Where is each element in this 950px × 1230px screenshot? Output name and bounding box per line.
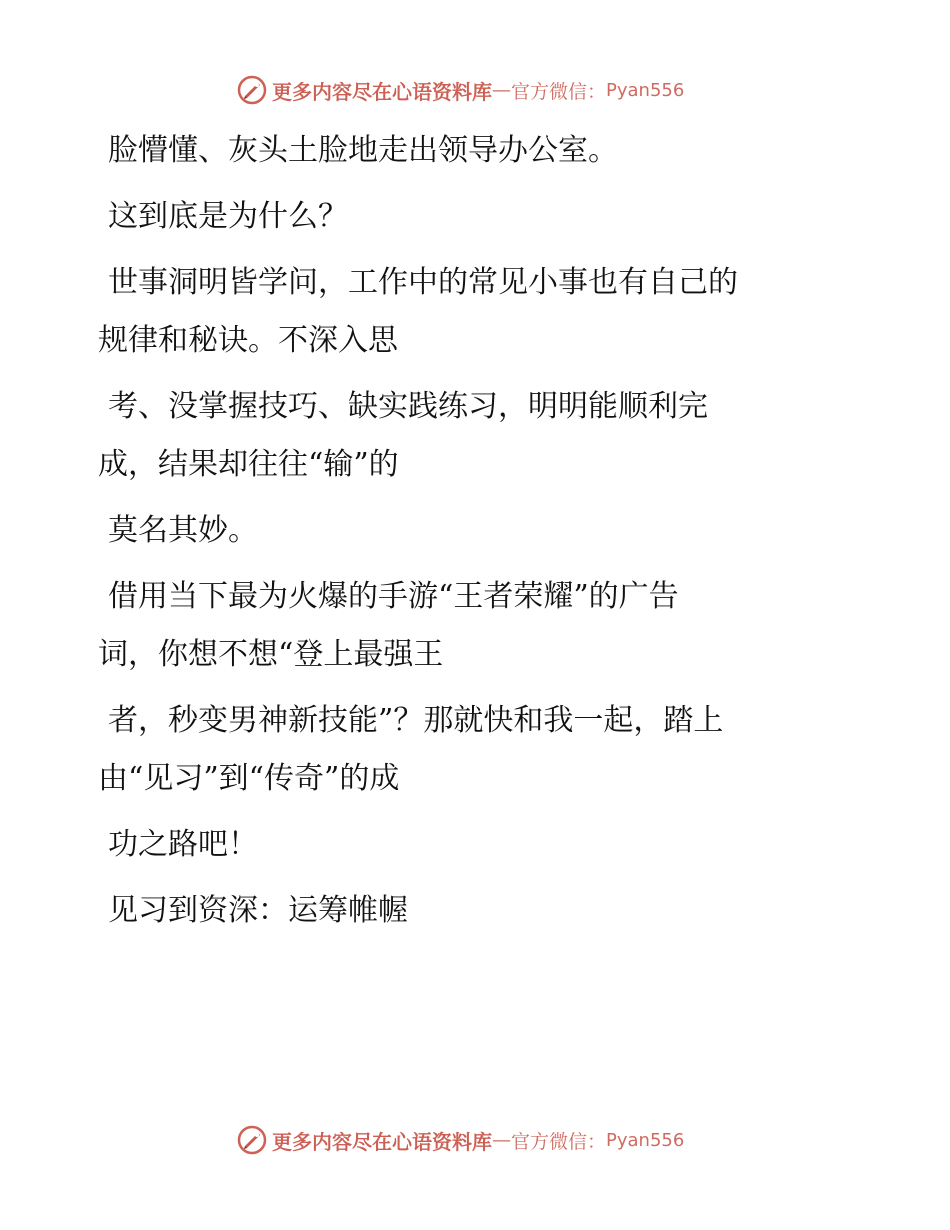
footer-banner bbox=[236, 1122, 716, 1158]
paragraph-line: 借用当下最为火爆的手游“王者荣耀”的广告 bbox=[108, 579, 679, 614]
footer-separator: — bbox=[492, 1129, 511, 1151]
paragraph-line: 这到底是为什么？ bbox=[108, 199, 348, 234]
header-wechat-id: Pyan556 bbox=[606, 79, 685, 101]
header-separator: — bbox=[492, 79, 511, 101]
paragraph bbox=[98, 378, 858, 494]
footer-wechat-label: 官方微信： bbox=[511, 1130, 607, 1153]
paragraph bbox=[98, 188, 858, 246]
header-banner bbox=[236, 72, 716, 108]
pen-logo-icon bbox=[236, 1124, 268, 1156]
paragraph-line: 由“见习”到“传奇”的成 bbox=[98, 761, 400, 796]
header-wechat-label: 官方微信： bbox=[511, 80, 607, 103]
paragraph bbox=[98, 254, 858, 370]
paragraph bbox=[98, 816, 858, 874]
paragraph bbox=[98, 692, 858, 808]
header-site-text: 更多内容尽在心语资料库 bbox=[272, 79, 492, 104]
footer-site-text: 更多内容尽在心语资料库 bbox=[272, 1129, 492, 1154]
paragraph bbox=[98, 502, 858, 560]
pen-logo-icon bbox=[236, 74, 268, 106]
paragraph bbox=[98, 568, 858, 684]
paragraph-line: 规律和秘诀。不深入思 bbox=[98, 323, 398, 358]
paragraph-line: 功之路吧！ bbox=[108, 827, 258, 862]
paragraph bbox=[98, 882, 858, 940]
paragraph-line: 脸懵懂、灰头土脸地走出领导办公室。 bbox=[108, 133, 618, 168]
paragraph-line: 世事洞明皆学问，工作中的常见小事也有自己的 bbox=[108, 265, 738, 300]
paragraph-line: 莫名其妙。 bbox=[108, 513, 258, 548]
paragraph-line: 考、没掌握技巧、缺实践练习，明明能顺利完 bbox=[108, 389, 708, 424]
document-body bbox=[98, 122, 858, 948]
paragraph-line: 成，结果却往往“输”的 bbox=[98, 447, 399, 482]
paragraph bbox=[98, 122, 858, 180]
paragraph-line: 者，秒变男神新技能”？那就快和我一起，踏上 bbox=[108, 703, 724, 738]
footer-wechat-id: Pyan556 bbox=[606, 1129, 685, 1151]
paragraph-line: 词，你想不想“登上最强王 bbox=[98, 637, 444, 672]
paragraph-line: 见习到资深：运筹帷幄 bbox=[108, 893, 408, 928]
